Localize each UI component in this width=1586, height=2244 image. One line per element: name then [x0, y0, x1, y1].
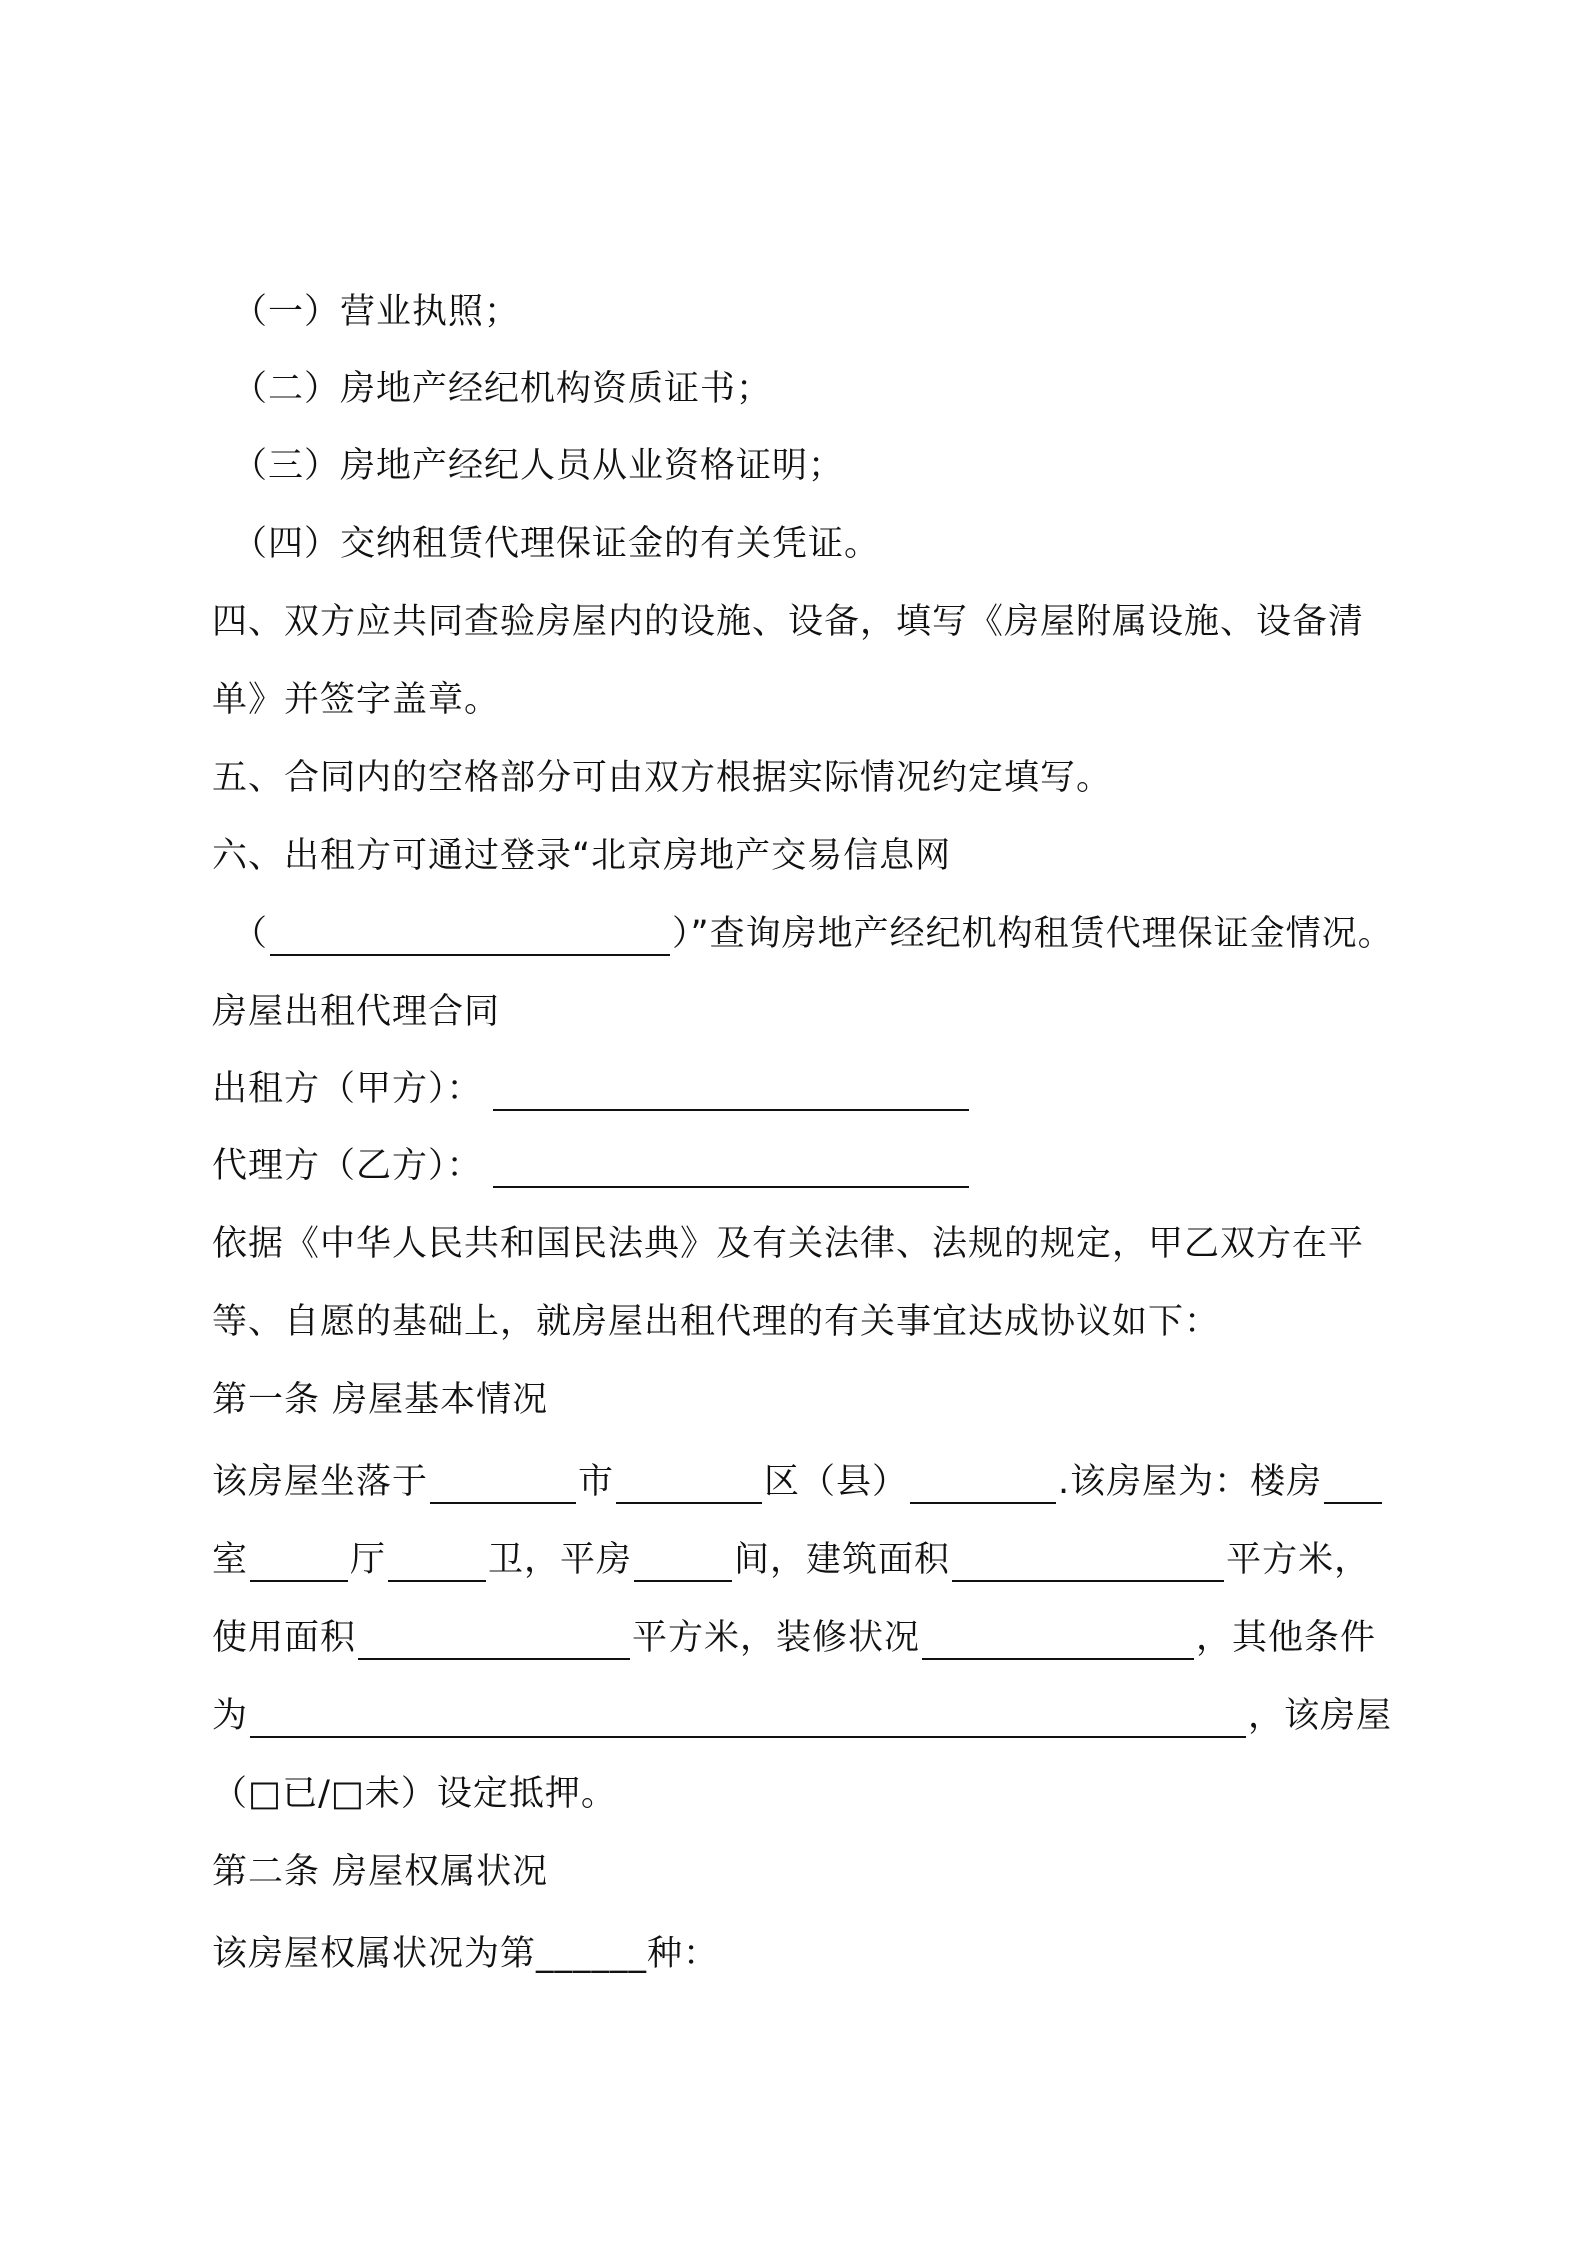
paragraph-6-line-2: [232, 912, 1394, 956]
paragraph-6-open-paren: （: [232, 914, 269, 954]
city-label: 市: [578, 1462, 615, 1502]
article-2-title: 第二条 房屋权属状况: [212, 1852, 549, 1892]
building-area-label: 间，建筑面积: [734, 1540, 951, 1580]
paragraph-4-line-1: 四、双方应共同查验房屋内的设施、设备，填写《房屋附属设施、设备清: [212, 602, 1365, 642]
agent-blank-field[interactable]: [493, 1148, 969, 1188]
preamble-line-2: 等、自愿的基础上，就房屋出租代理的有关事宜达成协议如下：: [212, 1302, 1221, 1342]
room-blank-field[interactable]: [250, 1542, 348, 1582]
article-1-line-3: [212, 1616, 1376, 1660]
conditions-prefix: 为: [212, 1696, 249, 1736]
paragraph-6-tail: ）”查询房地产经纪机构租赁代理保证金情况。: [672, 914, 1394, 954]
street-blank-field[interactable]: [910, 1464, 1056, 1504]
list-item-4: （四）交纳租赁代理保证金的有关凭证。: [232, 524, 881, 564]
agent-label: 代理方（乙方）：: [212, 1146, 483, 1186]
hall-label: 厅: [350, 1540, 387, 1580]
house-suffix: ，该房屋: [1248, 1696, 1393, 1736]
city-blank-field[interactable]: [430, 1464, 576, 1504]
paragraph-5: 五、合同内的空格部分可由双方根据实际情况约定填写。: [212, 758, 1113, 798]
usable-area-blank-field[interactable]: [358, 1620, 630, 1660]
paragraph-4-line-2: 单》并签字盖章。: [212, 680, 501, 720]
article-1-title: 第一条 房屋基本情况: [212, 1380, 549, 1420]
building-type-label: .该房屋为：楼房: [1058, 1462, 1323, 1502]
hall-blank-field[interactable]: [388, 1542, 486, 1582]
decoration-blank-field[interactable]: [922, 1620, 1194, 1660]
contract-title: 房屋出租代理合同: [212, 992, 501, 1032]
mortgage-line: （□已/□未）设定抵押。: [212, 1774, 617, 1814]
bathroom-label: 卫，平房: [488, 1540, 633, 1580]
location-label: 该房屋坐落于: [212, 1462, 429, 1502]
agent-line: [212, 1144, 971, 1188]
lessor-blank-field[interactable]: [493, 1071, 969, 1111]
ownership-type-line: 该房屋权属状况为第______种：: [212, 1934, 720, 1974]
article-1-line-1: [212, 1460, 1384, 1504]
preamble-line-1: 依据《中华人民共和国民法典》及有关法律、法规的规定，甲乙双方在平: [212, 1224, 1365, 1264]
bungalow-blank-field[interactable]: [634, 1542, 732, 1582]
article-1-line-2: [212, 1538, 1370, 1582]
other-conditions-blank-field[interactable]: [250, 1698, 1246, 1738]
building-area-blank-field[interactable]: [952, 1542, 1224, 1582]
list-item-3: （三）房地产经纪人员从业资格证明；: [232, 446, 845, 486]
list-item-2: （二）房地产经纪机构资质证书；: [232, 369, 773, 409]
paragraph-6-line-1: 六、出租方可通过登录“北京房地产交易信息网: [212, 836, 952, 876]
lessor-label: 出租方（甲方）：: [212, 1069, 483, 1109]
square-meter-label: 平方米，: [1226, 1540, 1371, 1580]
other-conditions-label: ，其他条件: [1196, 1618, 1377, 1658]
room-label: 室: [212, 1540, 249, 1580]
district-blank-field[interactable]: [616, 1464, 762, 1504]
article-1-line-4: [212, 1694, 1392, 1738]
decoration-label: 平方米，装修状况: [632, 1618, 921, 1658]
usable-area-label: 使用面积: [212, 1618, 357, 1658]
district-label: 区（县）: [764, 1462, 909, 1502]
lessor-line: [212, 1067, 971, 1111]
list-item-1: （一）营业执照；: [232, 292, 521, 332]
building-blank-field[interactable]: [1324, 1464, 1382, 1504]
website-blank-field[interactable]: [270, 916, 670, 956]
